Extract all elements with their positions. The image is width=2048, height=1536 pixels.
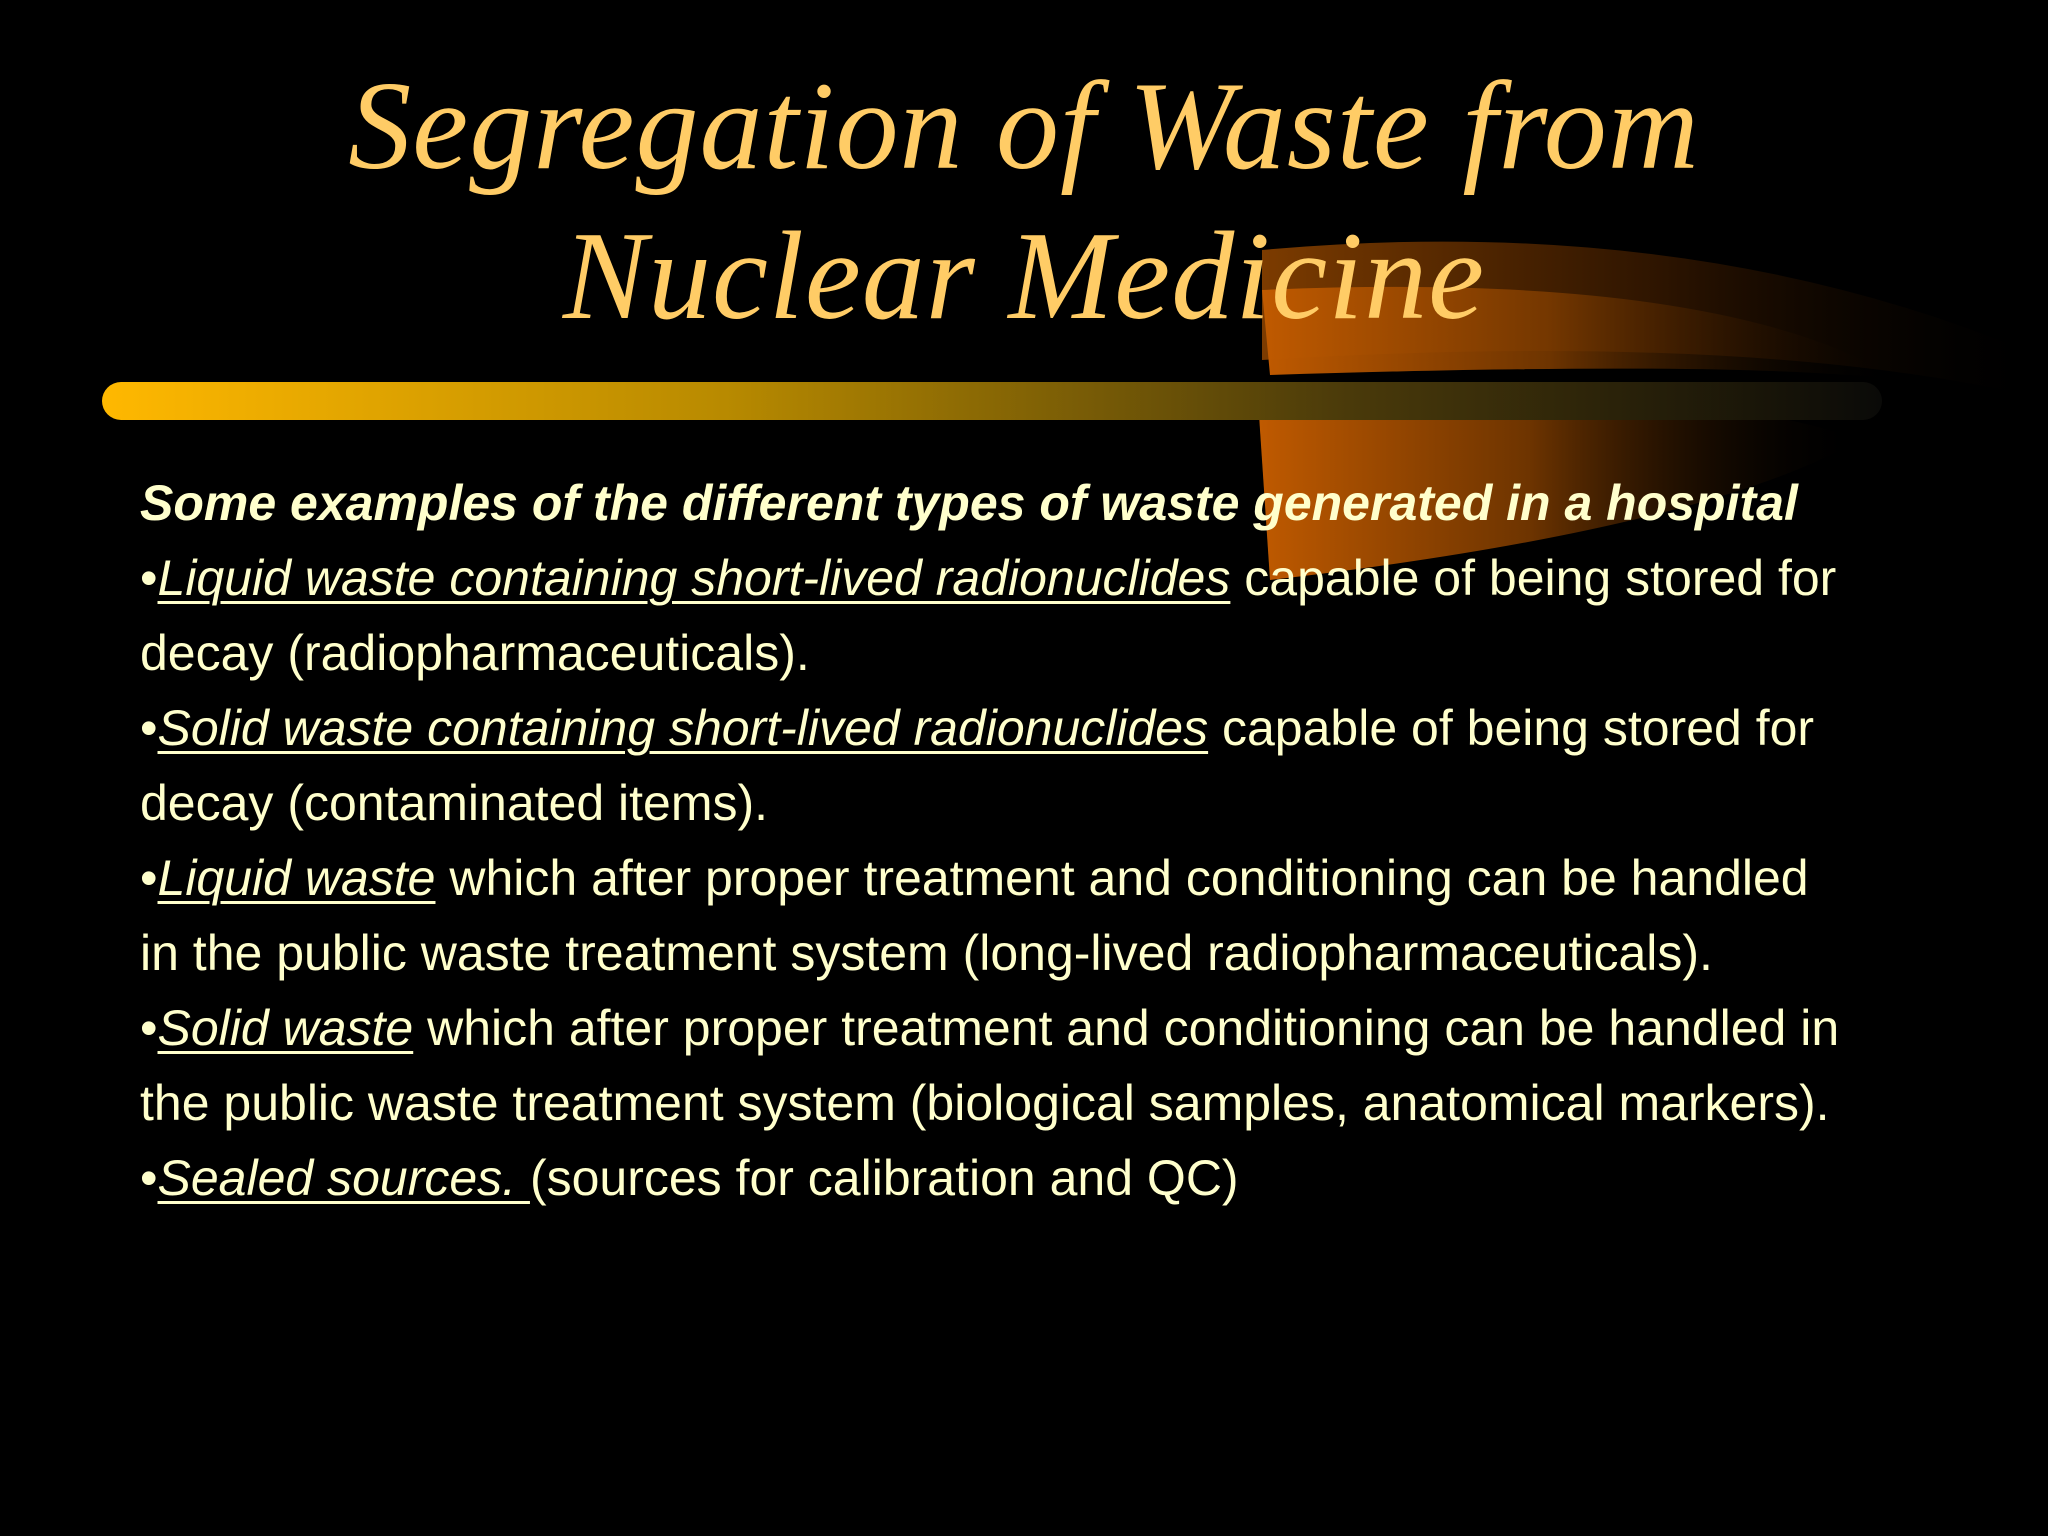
slide-title	[0, 52, 2048, 352]
item-text: (sources for calibration and QC)	[529, 1150, 1239, 1206]
list-item	[140, 991, 1840, 1141]
bullet: •	[140, 1150, 158, 1206]
item-text: capable of being stored for decay (radiopharmaceuticals).	[140, 550, 1837, 681]
item-text: capable of being stored for decay (contaminated items).	[140, 700, 1815, 831]
item-emphasis: Solid waste containing short-lived radionuclides	[157, 700, 1209, 756]
item-emphasis: Liquid waste	[157, 850, 436, 906]
bullet: •	[140, 700, 158, 756]
slide-body	[140, 466, 1840, 1216]
list-item	[140, 1141, 1840, 1216]
item-text: which after proper treatment and conditioning can be handled in the public waste treatment system (biological samples, anatomical markers).	[140, 1000, 1840, 1131]
list-item	[140, 691, 1840, 841]
list-item	[140, 841, 1840, 991]
title-line-1: Segregation of Waste from	[348, 57, 1700, 196]
bullet: •	[140, 1000, 158, 1056]
bullet: •	[140, 850, 158, 906]
list-item	[140, 541, 1840, 691]
bullet: •	[140, 550, 158, 606]
intro-text: Some examples of the different types of waste generated in a hospital	[140, 475, 1798, 531]
item-emphasis: Solid waste	[157, 1000, 414, 1056]
item-text: which after proper treatment and conditioning can be handled in the public waste treatment system (long-lived radiopharmaceuticals).	[140, 850, 1809, 981]
item-emphasis: Sealed sources.	[157, 1150, 530, 1206]
item-emphasis: Liquid waste containing short-lived radionuclides	[157, 550, 1231, 606]
title-line-2: Nuclear Medicine	[562, 207, 1486, 346]
